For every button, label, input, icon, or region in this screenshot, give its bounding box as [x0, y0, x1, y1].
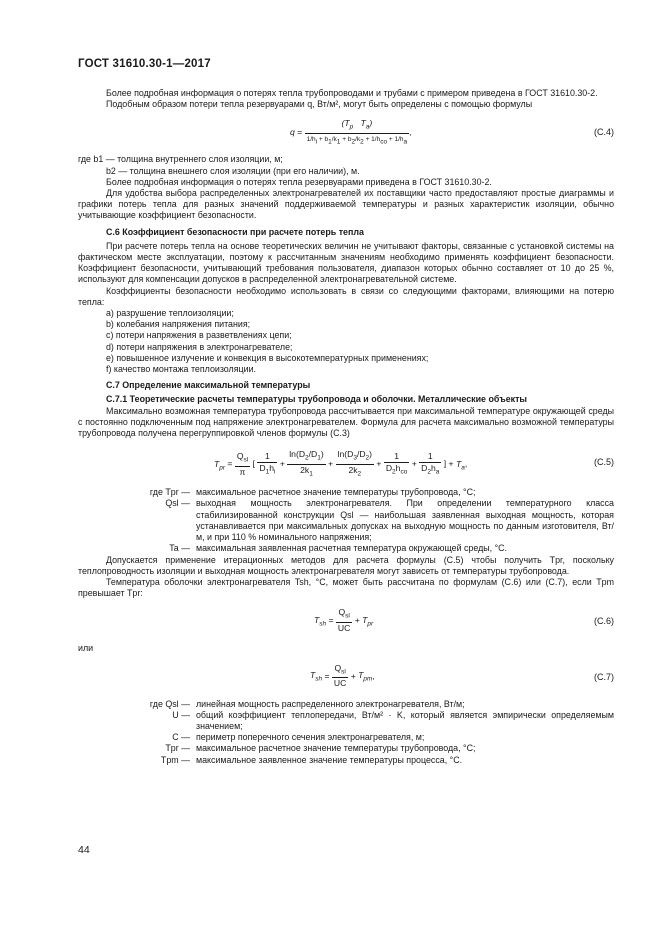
fraction: $\frac{(T_p T_a)}{1/h_i + b_1/k_1 + b_2/k_2 + 1/h_{co} + 1/h_a}$	[306, 118, 408, 146]
list-item: f) качество монтажа теплоизоляции.	[106, 364, 256, 375]
paragraph: Температура оболочки электронагревателя Tsh, °C, может быть рассчитана по формулам (С.6) или (С.7), если Tpm превышает Tpr:	[78, 576, 614, 599]
definition-b1: где b1 — толщина внутреннего слоя изоляции, м;	[78, 154, 283, 165]
paragraph: Более подробная информация о потерях тепла трубопроводами и трубами с примером приведена в ГОСТ 31610.30-2.	[106, 88, 598, 98]
definitions-c7	[78, 699, 614, 766]
list-item: c) потери напряжения в разветвлениях цепи;	[106, 330, 292, 341]
definition-b2: b2 — толщина внешнего слоя изоляции (при его наличии), м.	[106, 165, 360, 176]
paragraph: Для удобства выбора распределенных электронагревателей их поставщики часто предоставляют простые диаграммы и графики потерь тепла для разных значений поддерживаемой температуры и разных характеристик изоляции, обычно учитывающие коэффициент безопасности.	[78, 188, 614, 221]
paragraph: При расчете потерь тепла на основе теоретических величин не учитывают факторы, связанные с установкой системы на фактическом месте эксплуатации, поэтому к рассчитанным значениям необходимо применять коэффициент безопасности. Коэффициент безопасности, учитывающий требования пользователя, диапазон которых обычно составляет от 10 до 25 %, используют для компенсации допусков в распределенной электронагревательной системе.	[78, 240, 614, 285]
page-content	[78, 88, 614, 766]
paragraph: Более подробная информация о потерях тепла резервуарами приведена в ГОСТ 31610.30-2.	[106, 176, 492, 187]
formula-c4: q = $\frac{(T_p T_a)}{1/h_i + b_1/k_1 + b_2/k_2 + 1/h_{co} + 1/h_a}$ , (C.4)	[78, 114, 614, 150]
section-heading-c7: С.7 Определение максимальной температуры	[106, 380, 311, 391]
formula-number: (C.6)	[594, 616, 614, 627]
definition-row: Qsl — выходная мощность электронагревателя. При определении температурного класса стабилизированной конструкции Qsl — наибольшая заявленная выходная мощность, которая устанавливается при максимальных допусках на выходную мощность по данным изготовителя, Вт/м, и при 110 % номинального напряжения;	[165, 498, 614, 543]
list-item: a) разрушение теплоизоляции;	[106, 308, 234, 319]
definition-row: C — периметр поперечного сечения электронагревателя, м;	[172, 732, 425, 743]
list-item: e) повышенное излучение и конвекция в высокотемпературных применениях;	[106, 352, 429, 363]
factor-list	[78, 308, 614, 375]
definition-row: Tpr — максимальное расчетное значение температуры трубопровода, °C;	[165, 743, 476, 754]
formula-number: (C.4)	[594, 127, 614, 138]
paragraph: Допускается применение итерационных методов для расчета формулы (С.5) чтобы получить Tpr, поскольку теплопроводность изоляции и выходная мощность электронагревателя могут зависеть от температуры трубопровода.	[78, 554, 614, 576]
paragraph: Коэффициенты безопасности необходимо использовать в связи со следующими факторами, влияющими на потерю тепла:	[78, 285, 614, 307]
paragraph: Максимально возможная температура трубопровода рассчитывается при максимальной температуре окружающей среды с постоянно подключенным под напряжение электронагревателем. Формула для расчета максимально возможной температуры трубопровода получена перегруппировкой членов формулы (С.3)	[78, 405, 614, 439]
section-heading-c71: С.7.1 Теоретические расчеты температуры трубопровода и оболочки. Металлические объекты	[106, 394, 528, 405]
paragraph: Подобным образом потери тепла резервуарами q, Вт/м², могут быть определены с помощью формулы	[106, 99, 533, 110]
definition-row: где Tpr — максимальное расчетное значение температуры трубопровода, °C;	[149, 487, 476, 498]
definitions-c5	[78, 487, 614, 554]
formula-number: (C.5)	[594, 457, 614, 468]
formula-c5: $T_{pr}$ = $\frac{Q_{sl}}{\pi}$ [ $\frac{1}{D_1h_i}$ + $\frac{\ln(D_2/D_1)}{2k_1}$ + $\frac{\ln(D_3/D_2)}{2k_2}$ + $\frac{1}{D_2h_{co}}$ + $\frac{1}{D_2h_a}$ ] + $T_a$, (C.5)	[214, 449, 614, 478]
document-header: ГОСТ 31610.30-1—2017	[78, 58, 211, 70]
conjunction-or: или	[78, 643, 94, 654]
list-item: b) колебания напряжения питания;	[106, 319, 251, 330]
formula-c6: $T_{sh}$ = $\frac{Q_{sl}}{UC}$ + $T_{pr}$ (C.6)	[314, 607, 614, 634]
formula-c7: $T_{sh}$ = $\frac{Q_{sl}}{UC}$ + $T_{pm}$, (C.7)	[310, 662, 614, 689]
section-heading-c6: С.6 Коэффициент безопасности при расчете потерь тепла	[106, 226, 364, 237]
formula-number: (C.7)	[594, 671, 614, 682]
definition-row: где Qsl — линейная мощность распределенного электронагревателя, Вт/м;	[149, 698, 465, 709]
definition-row: Ta — максимальная заявленная расчетная температура окружающей среды, °C.	[169, 543, 508, 554]
definition-row: U — общий коэффициент теплопередачи, Вт/м² · K, который является эмпирически определяемым значением;	[172, 709, 614, 731]
list-item: d) потери напряжения в электронагревателе;	[106, 341, 293, 352]
page-number: 44	[78, 844, 90, 856]
definition-row: Tpm — максимальное заявленное значение температуры процесса, °C.	[160, 754, 463, 765]
